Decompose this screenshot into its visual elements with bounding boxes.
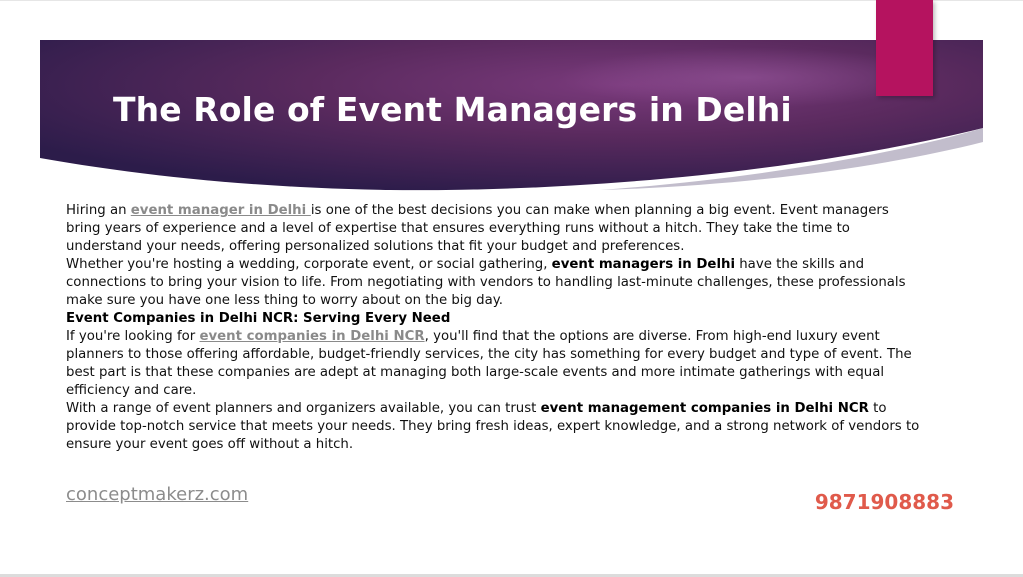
accent-tab (876, 0, 933, 96)
intro-paragraph: Hiring an event manager in Delhi is one of the best decisions you can make when planning a big event. Event managers bring years of experience and a level of expertise that ensures everything runs without a hitch. They take the time to understand your needs, offering personalized solutions that fit your budget and preferences. (66, 203, 889, 254)
slide-title: The Role of Event Managers in Delhi (113, 90, 792, 129)
fourth-paragraph: With a range of event planners and organizers available, you can trust event management companies in Delhi NCR to provide top-notch service that meets your needs. They bring fresh ideas, expert knowledge, and a strong network of vendors to ensure your event goes off without a hitch. (66, 401, 920, 452)
bold-phrase: event managers in Delhi (551, 257, 736, 272)
bold-phrase: event management companies in Delhi NCR (540, 401, 869, 416)
body-content (66, 202, 926, 454)
top-border (0, 0, 1023, 1)
event-manager-link[interactable]: event manager in Delhi (130, 203, 311, 218)
section-heading: Event Companies in Delhi NCR: Serving Every Need (66, 311, 451, 326)
event-companies-link[interactable]: event companies in Delhi NCR (199, 329, 425, 344)
website-link[interactable]: conceptmakerz.com (66, 484, 249, 505)
second-paragraph: Whether you're hosting a wedding, corporate event, or social gathering, event managers in Delhi have the skills and connections to bring your vision to life. From negotiating with vendors to handling last-minute challenges, these professionals make sure you have one less thing to worry about on the big day. (66, 257, 906, 308)
phone-number: 9871908883 (814, 490, 954, 514)
third-paragraph: If you're looking for event companies in Delhi NCR, you'll find that the options are diverse. From high-end luxury event planners to those offering affordable, budget-friendly services, the city has something for every budget and type of event. The best part is that these companies are adept at managing both large-scale events and more intimate gatherings with equal efficiency and care. (66, 329, 912, 398)
